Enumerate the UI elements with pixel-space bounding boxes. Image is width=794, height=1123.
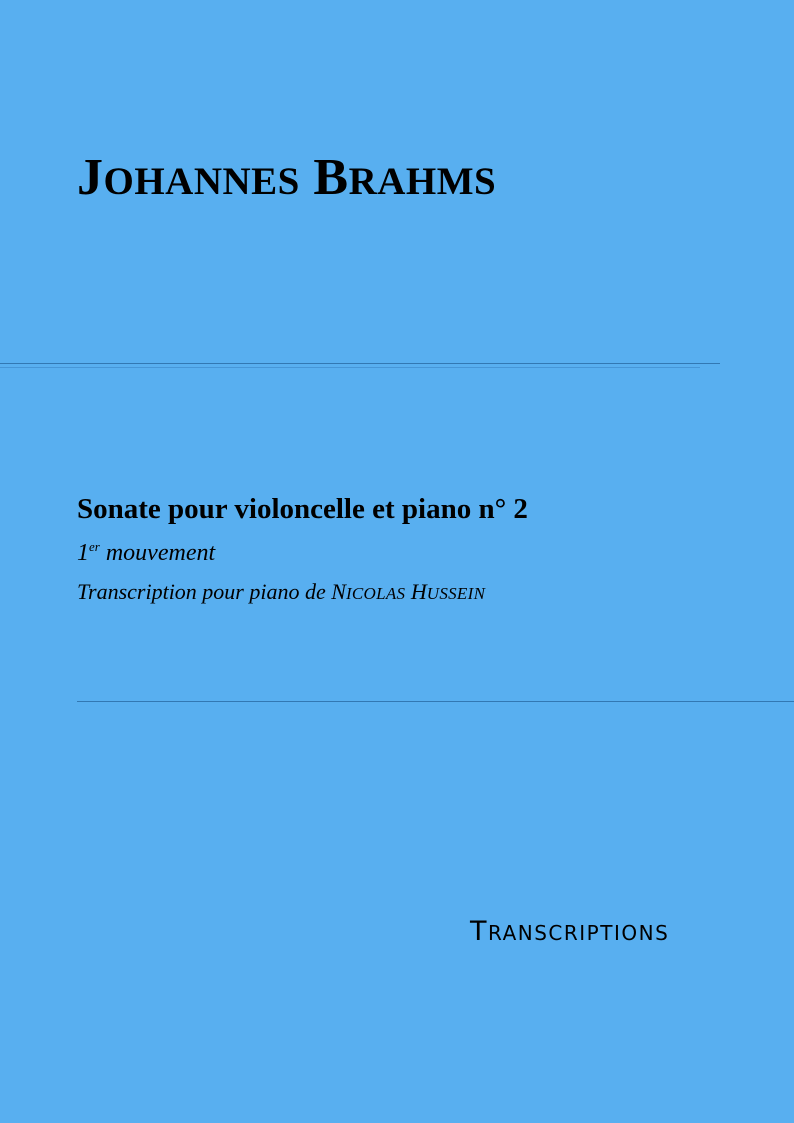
arranger-last-rest: USSEIN xyxy=(426,584,486,603)
movement-number: 1 xyxy=(77,540,89,566)
composer-last-initial: B xyxy=(313,149,349,206)
divider-upper-secondary xyxy=(0,367,700,368)
composer-name xyxy=(77,149,497,206)
divider-lower xyxy=(77,701,794,702)
movement-word: mouvement xyxy=(105,540,216,566)
arranger-first-rest: ICOLAS xyxy=(345,584,406,603)
work-title: Sonate pour violoncelle et piano n° 2 xyxy=(77,493,528,525)
movement-ordinal-suffix: er xyxy=(89,539,100,554)
divider-upper xyxy=(0,363,720,364)
arranger-credit xyxy=(77,580,485,604)
composer-last-rest: RAHMS xyxy=(348,160,497,203)
credit-prefix: Transcription pour piano de xyxy=(77,579,332,604)
publisher-logo-rest: RANSCRIPTIONS xyxy=(488,921,670,945)
arranger-last-initial: H xyxy=(410,579,427,604)
publisher-logo xyxy=(470,916,669,947)
composer-first-initial: J xyxy=(77,149,104,206)
arranger-first-initial: N xyxy=(331,579,346,604)
publisher-logo-initial: T xyxy=(470,916,488,947)
composer-first-rest: OHANNES xyxy=(103,160,300,203)
movement-label xyxy=(77,540,215,566)
